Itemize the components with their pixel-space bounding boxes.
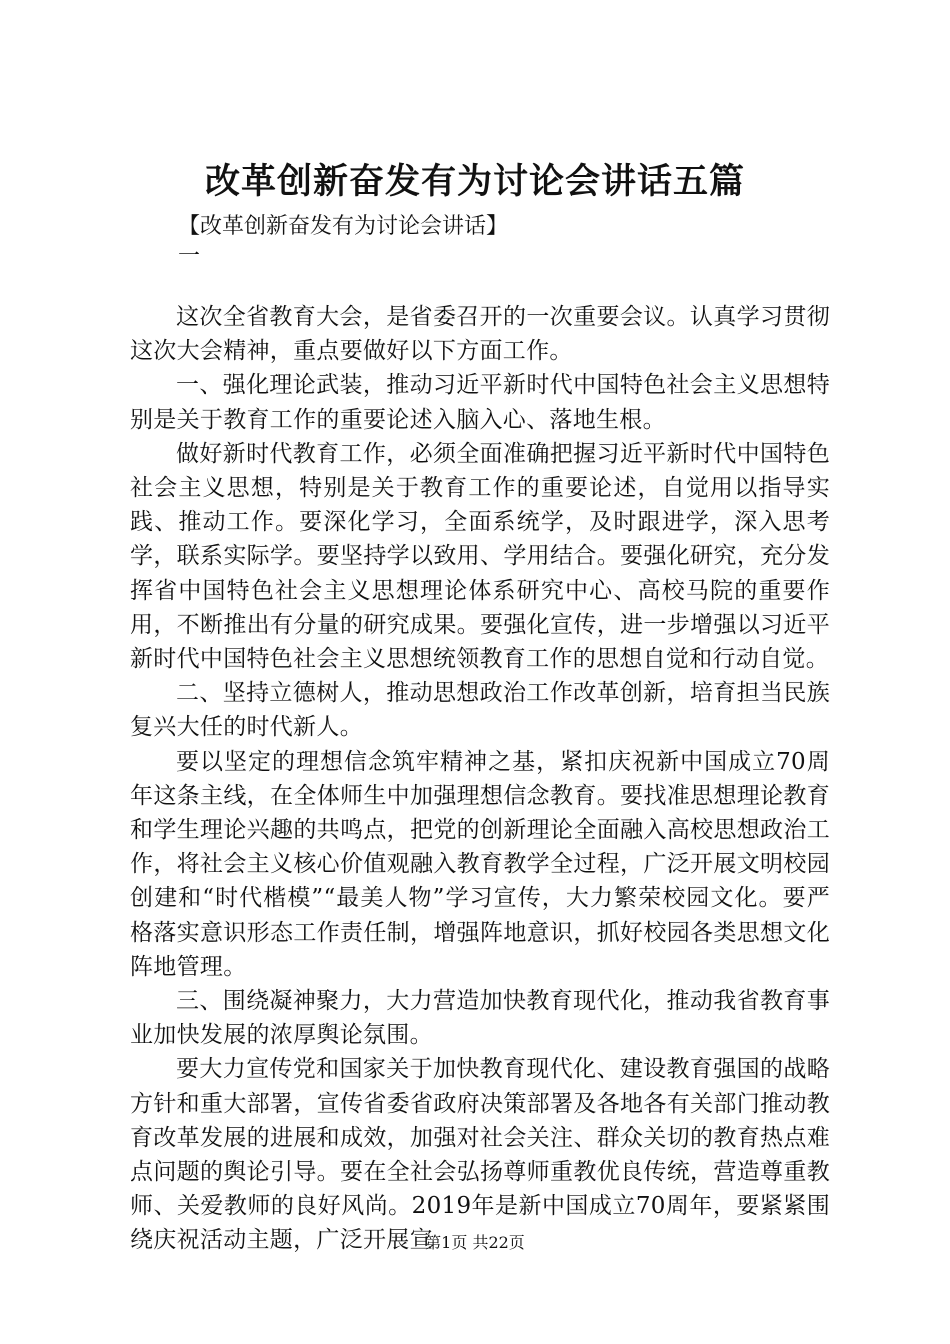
document-title: 改革创新奋发有为讨论会讲话五篇	[204, 161, 745, 202]
paragraph: 做好新时代教育工作，必须全面准确把握习近平新时代中国特色社会主义思想，特别是关于教育工作的重要论述，自觉用以指导实践、推动工作。要深化学习，全面系统学，及时跟进学，深入思考学，联系实际学。要坚持学以致用、学用结合。要强化研究，充分发挥省中国特色社会主义思想理论体系研究中心、高校马院的重要作用，不断推出有分量的研究成果。要强化宣传，进一步增强以习近平新时代中国特色社会主义思想统领教育工作的思想自觉和行动自觉。	[130, 440, 830, 673]
page-footer: 第1页 共22页	[425, 1233, 525, 1252]
paragraph: 一、强化理论武装，推动习近平新时代中国特色社会主义思想特别是关于教育工作的重要论述入脑入心、落地生根。	[130, 372, 830, 433]
paragraph: 三、围绕凝神聚力，大力营造加快教育现代化，推动我省教育事业加快发展的浓厚舆论氛围。	[130, 988, 830, 1049]
document-body	[130, 300, 830, 1258]
paragraph: 要大力宣传党和国家关于加快教育现代化、建设教育强国的战略方针和重大部署，宣传省委省政府决策部署及各地各有关部门推动教育改革发展的进展和成效，加强对社会关注、群众关切的教育热点难点问题的舆论引导。要在全社会弘扬尊师重教优良传统，营造尊重教师、关爱教师的良好风尚。2019年是新中国成立70周年，要紧紧围绕庆祝活动主题，广泛开展宣	[130, 1056, 830, 1254]
paragraph: 要以坚定的理想信念筑牢精神之基，紧扣庆祝新中国成立70周年这条主线，在全体师生中加强理想信念教育。要找准思想理论教育和学生理论兴趣的共鸣点，把党的创新理论全面融入高校思想政治工作，将社会主义核心价值观融入教育教学全过程，广泛开展文明校园创建和“时代楷模”“最美人物”学习宣传，大力繁荣校园文化。要严格落实意识形态工作责任制，增强阵地意识，抓好校园各类思想文化阵地管理。	[130, 748, 830, 980]
paragraph: 二、坚持立德树人，推动思想政治工作改革创新，培育担当民族复兴大任的时代新人。	[130, 680, 830, 741]
section-heading: 【改革创新奋发有为讨论会讲话】	[178, 214, 509, 239]
section-number: 一	[178, 244, 201, 269]
paragraph: 这次全省教育大会，是省委召开的一次重要会议。认真学习贯彻这次大会精神，重点要做好以下方面工作。	[130, 304, 830, 365]
